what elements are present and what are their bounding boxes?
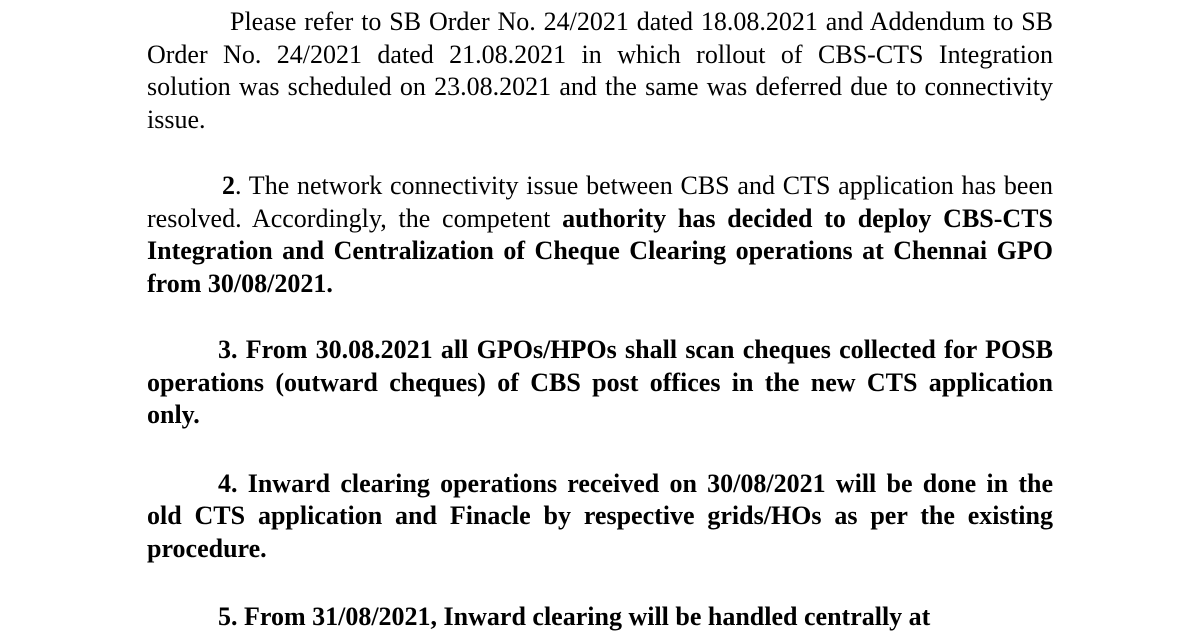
paragraph-2-text: . The network connectivity issue between CBS and CTS application has been resolved. Accordingly, the competent <box>147 171 1053 233</box>
paragraph-2-number: 2 <box>222 171 235 200</box>
paragraph-4: 4. Inward clearing operations received on 30/08/2021 will be done in the old CTS application and Finacle by respective grids/HOs as per the existing procedure. <box>147 468 1053 563</box>
paragraph-spacer <box>147 136 1053 170</box>
paragraph-spacer <box>147 432 1053 468</box>
paragraph-1: Please refer to SB Order No. 24/2021 dated 18.08.2021 and Addendum to SB Order No. 24/2021 dated 21.08.2021 in which rollout of CBS-CTS Integration solution was scheduled on 23.08.2021 and the same was deferred due to connectivity issue. <box>147 7 1053 134</box>
paragraph-spacer <box>147 565 1053 601</box>
paragraph-5: 5. From 31/08/2021, Inward clearing will be handled centrally at <box>218 602 931 631</box>
paragraph-2-bold-text: authority has decided to deploy CBS-CTS Integration and Centralization of Cheque Clearing operations at Chennai GPO from 30/08/2021. <box>147 203 1053 298</box>
paragraph-3: 3. From 30.08.2021 all GPOs/HPOs shall scan cheques collected for POSB operations (outward cheques) of CBS post offices in the new CTS application only. <box>147 335 1053 429</box>
paragraph-2 <box>147 170 1053 300</box>
paragraph-spacer <box>147 300 1053 334</box>
document-body <box>147 6 1053 634</box>
